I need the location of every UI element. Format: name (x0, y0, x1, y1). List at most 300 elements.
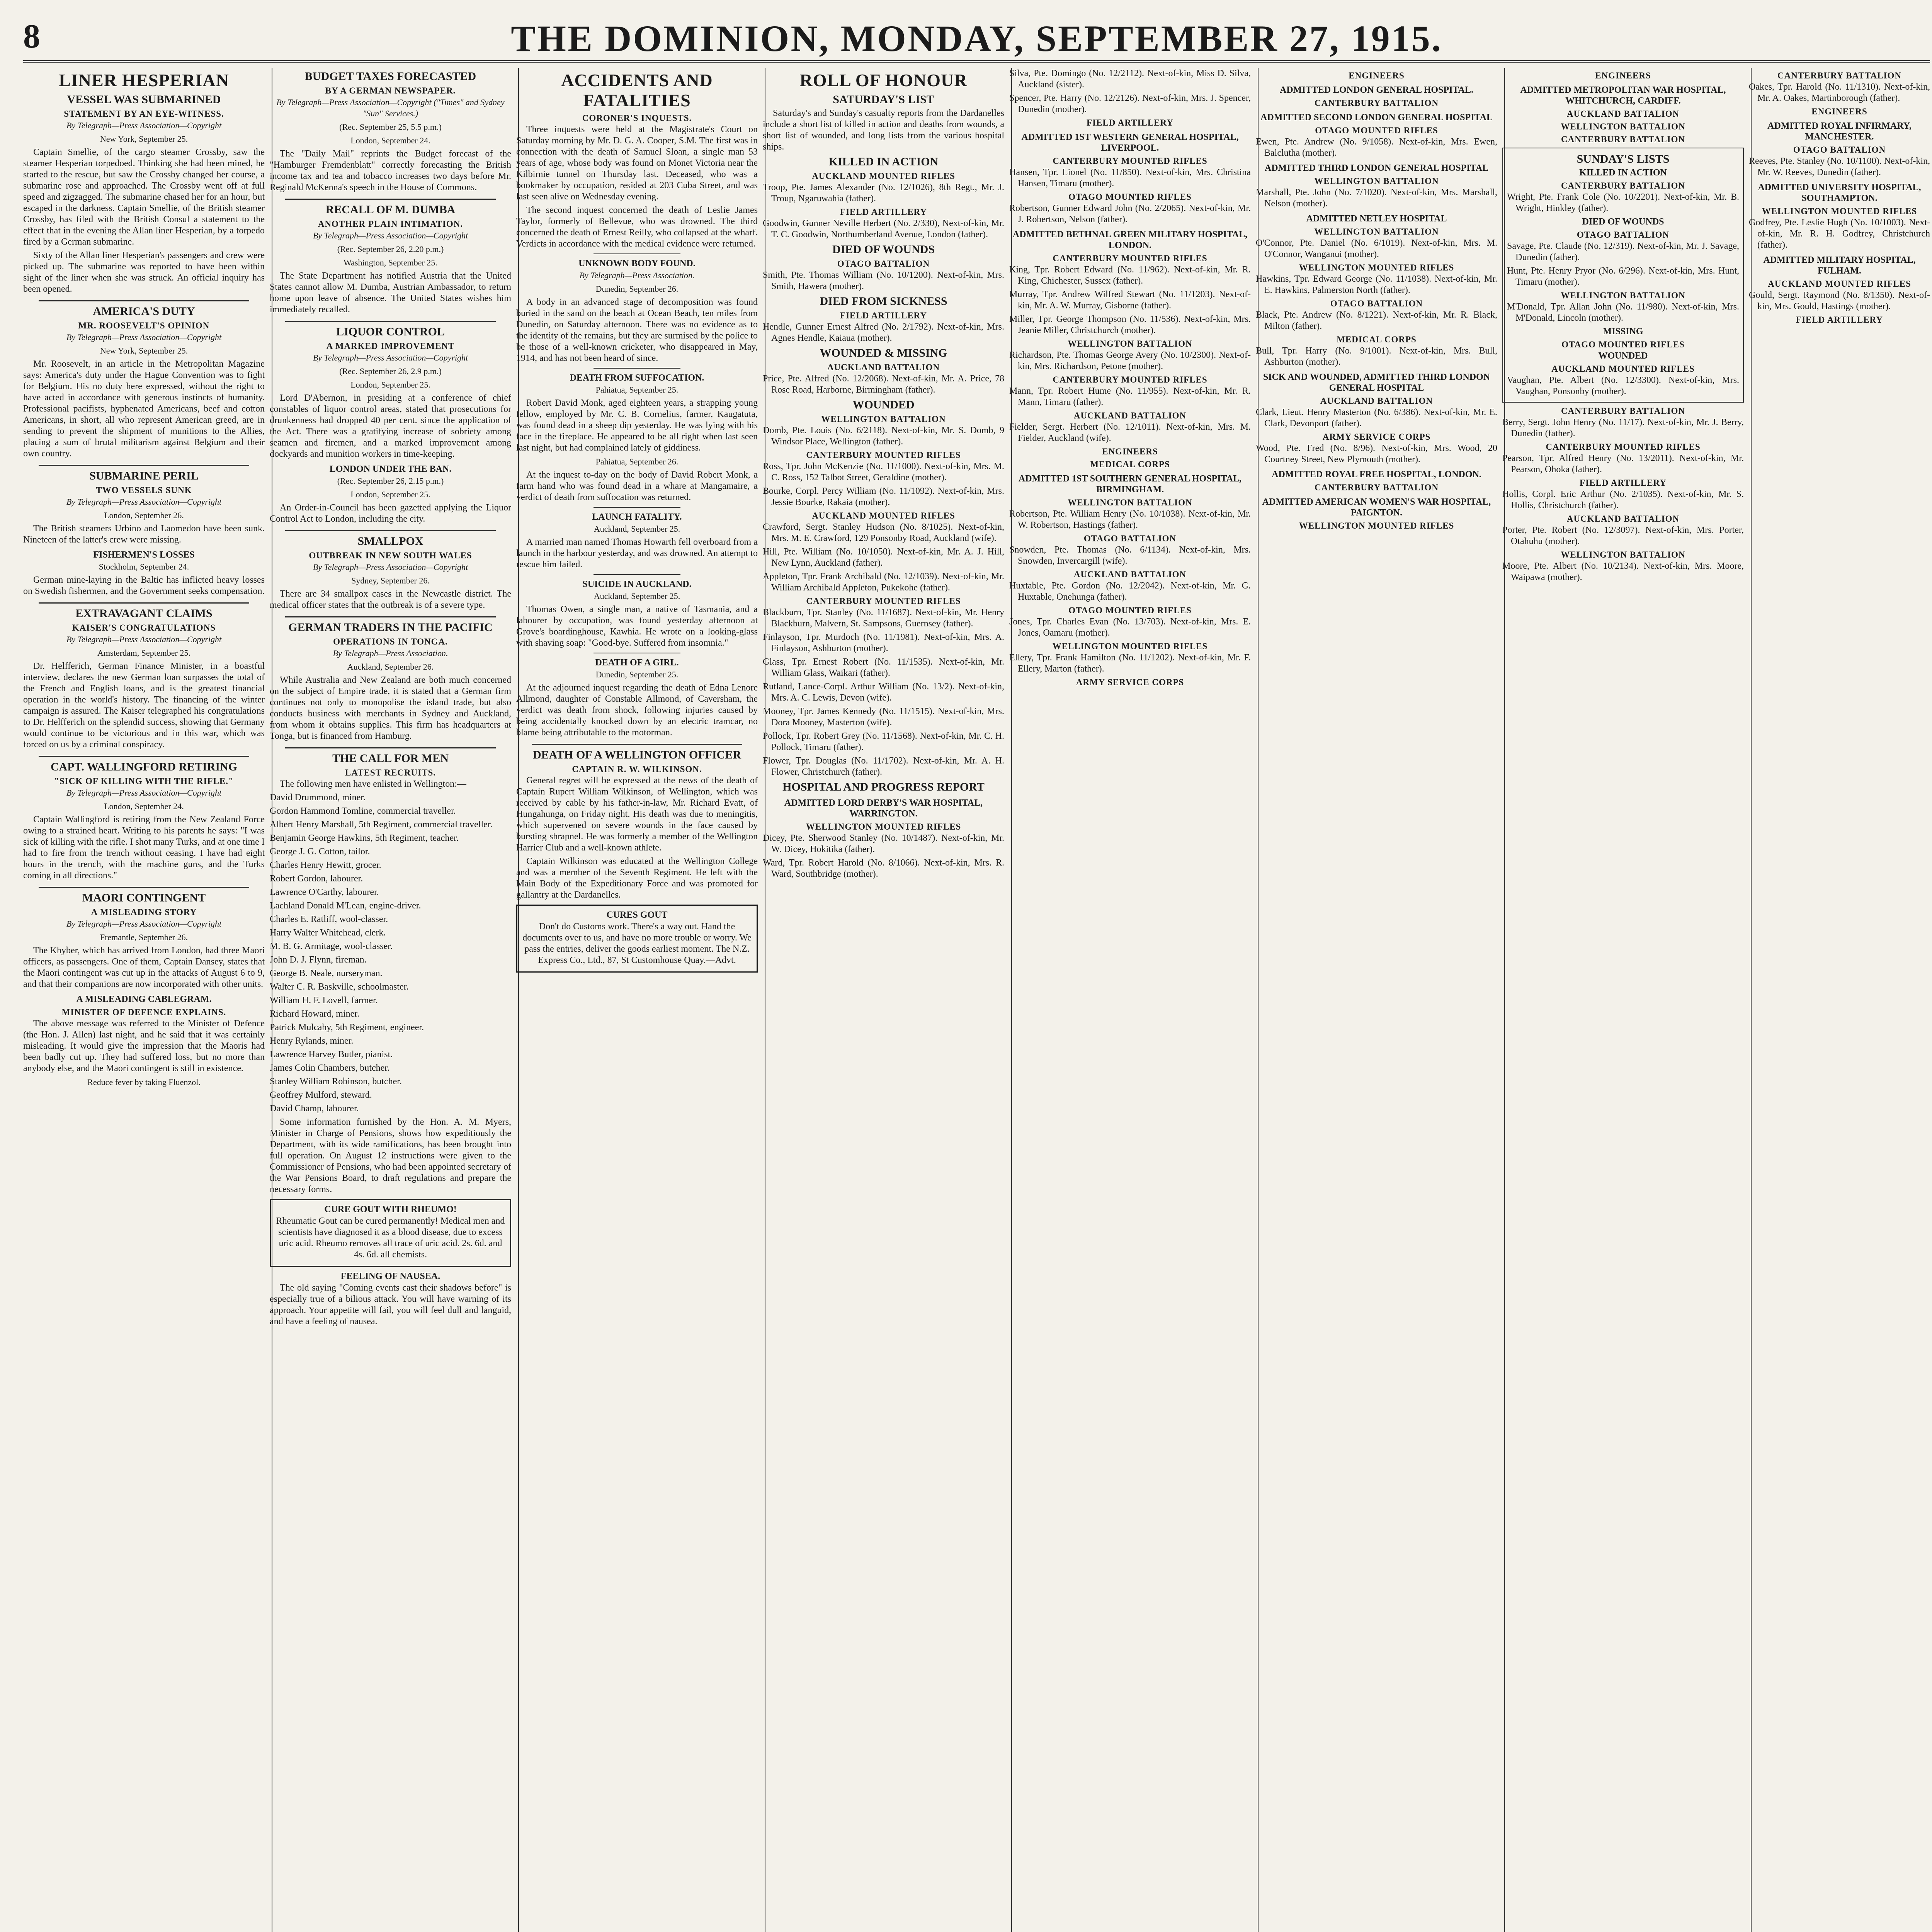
list-item: Harry Walter Whitehead, clerk. (270, 928, 386, 938)
unit-heading: CANTERBURY MOUNTED RIFLES (806, 450, 961, 460)
dateline: Washington, September 25. (344, 258, 437, 267)
list-item: M. B. G. Armitage, wool-classer. (270, 941, 393, 951)
article-subheadline: TWO VESSELS SUNK (96, 485, 192, 495)
dateline: Fremantle, September 26. (100, 932, 188, 942)
article-body: The following men have enlisted in Wellington:— (280, 779, 466, 789)
article-subheadline: CAPTAIN R. W. WILKINSON. (572, 764, 702, 774)
article-body: A married man named Thomas Howarth fell overboard from a launch in the harbour yesterday, and was drowned. An attempt to rescue him failed. (516, 537, 758, 570)
list-item: Finlayson, Tpr. Murdoch (No. 11/1981). Next-of-kin, Mrs. A. Finlayson, Ashburton (mother). (763, 632, 1004, 653)
byline: By Telegraph—Press Association—Copyright (313, 562, 468, 572)
article-headline: DEATH OF A WELLINGTON OFFICER (533, 748, 741, 761)
dateline: Auckland, September 26. (347, 662, 434, 672)
dateline: London, September 24. (104, 801, 184, 811)
hospital-heading: ADMITTED 1ST WESTERN GENERAL HOSPITAL, LIVERPOOL. (1021, 132, 1239, 153)
divider (39, 300, 249, 301)
list-item: Richard Howard, miner. (270, 1009, 359, 1019)
article-headline: UNKNOWN BODY FOUND. (578, 259, 696, 269)
list-item: Smith, Pte. Thomas William (No. 10/1200). Next-of-kin, Mrs. Smith, Hawera (mother). (763, 270, 1004, 291)
divider (594, 253, 680, 254)
hospital-heading: ADMITTED AMERICAN WOMEN'S WAR HOSPITAL, PAIGNTON. (1262, 497, 1491, 518)
byline: By Telegraph—Press Association—Copyright (66, 634, 222, 644)
column-4 (763, 68, 1004, 1932)
hospital-heading: ADMITTED ROYAL FREE HOSPITAL, LONDON. (1272, 469, 1481, 480)
list-item: John D. J. Flynn, fireman. (270, 955, 367, 965)
list-item: Gordon Hammond Tomline, commercial traveller. (270, 806, 456, 816)
list-item: Reeves, Pte. Stanley (No. 10/1100). Next-of-kin, Mr. W. Reeves, Dunedin (father). (1749, 156, 1930, 177)
list-item: Hunt, Pte. Henry Pryor (No. 6/296). Next-of-kin, Mrs. Hunt, Timaru (mother). (1507, 266, 1739, 287)
list-item: Hawkins, Tpr. Edward George (No. 11/1038). Next-of-kin, Mr. E. Hawkins, Palmerston North (father). (1256, 274, 1497, 295)
hospital-heading: ADMITTED MILITARY HOSPITAL, FULHAM. (1763, 255, 1916, 276)
unit-heading: AUCKLAND MOUNTED RIFLES (1551, 364, 1695, 374)
list-heading: KILLED IN ACTION (1579, 168, 1667, 178)
list-item: Lawrence O'Carthy, labourer. (270, 887, 379, 897)
unit-heading: CANTERBURY MOUNTED RIFLES (1053, 375, 1208, 384)
unit-heading: CANTERBURY MOUNTED RIFLES (1546, 442, 1701, 452)
list-item: Vaughan, Pte. Albert (No. 12/3300). Next-of-kin, Mrs. Vaughan, Ponsonby (mother). (1507, 375, 1739, 396)
article-headline: MAORI CONTINGENT (82, 891, 206, 904)
list-item: Walter C. R. Baskville, schoolmaster. (270, 982, 409, 992)
article-subheadline: MINISTER OF DEFENCE EXPLAINS. (61, 1007, 226, 1017)
divider (594, 368, 680, 369)
list-item: Ewen, Pte. Andrew (No. 9/1058). Next-of-kin, Mrs. Ewen, Balclutha (mother). (1256, 137, 1497, 158)
masthead (23, 14, 1930, 63)
article-subheadline: OPERATIONS IN TONGA. (333, 637, 448, 646)
unit-heading: CANTERBURY BATTALION (1561, 406, 1685, 416)
divider (594, 507, 680, 508)
column-6 (1256, 68, 1497, 1932)
list-item: Charles E. Ratliff, wool-classer. (270, 914, 388, 924)
list-item: Goodwin, Gunner Neville Herbert (No. 2/330), Next-of-kin, Mr. T. C. Goodwin, Northumberland Avenue, London (father). (763, 218, 1004, 240)
article-body: At the inquest to-day on the body of David Robert Monk, a farm hand who was found dead in a whare at Mangamaire, a verdict of death from suffocation was returned. (516, 470, 758, 502)
unit-heading: WELLINGTON MOUNTED RIFLES (1052, 641, 1208, 651)
article-body: Captain Wallingford is retiring from the New Zealand Force owing to a strained heart. Writing to his parents he says: "I was sick of killing with the rifle. I shot many Turks, and at one time I had to fire from the trench without ceasing. I have had eight hours in the trench, with the machine guns, and the Turks coming in all directions." (23, 815, 265, 881)
dateline: London, September 26. (104, 510, 184, 520)
unit-heading: WELLINGTON MOUNTED RIFLES (806, 822, 961, 832)
unit-heading: AUCKLAND BATTALION (1320, 396, 1433, 406)
divider (594, 574, 680, 575)
unit-heading: OTAGO MOUNTED RIFLES (1315, 126, 1438, 135)
list-item: Murray, Tpr. Andrew Wilfred Stewart (No. 11/1203). Next-of-kin, Mr. A. W. Murray, Gisborne (father). (1009, 289, 1251, 311)
list-item: Stanley William Robinson, butcher. (270, 1077, 402, 1087)
byline: By Telegraph—Press Association—Copyright (313, 353, 468, 362)
unit-heading: OTAGO MOUNTED RIFLES (1561, 340, 1685, 349)
divider (39, 465, 249, 466)
article-headline: THE CALL FOR MEN (332, 752, 449, 765)
list-item: Huxtable, Pte. Gordon (No. 12/2042). Next-of-kin, Mr. G. Huxtable, Onehunga (father). (1009, 581, 1251, 602)
newspaper-title: THE DOMINION, MONDAY, SEPTEMBER 27, 1915. (511, 18, 1442, 59)
dateline: (Rec. September 26, 2.15 p.m.) (337, 476, 444, 486)
advertisement (270, 1199, 511, 1267)
list-item: Jones, Tpr. Charles Evan (No. 13/703). Next-of-kin, Mrs. E. Jones, Oamaru (mother). (1009, 617, 1251, 638)
list-item: Godfrey, Pte. Leslie Hugh (No. 10/1003). Next-of-kin, Mr. R. H. Godfrey, Christchurch (father). (1749, 218, 1930, 250)
article-headline: GERMAN TRADERS IN THE PACIFIC (288, 621, 493, 634)
list-item: Rutland, Lance-Corpl. Arthur William (No. 13/2). Next-of-kin, Mrs. A. C. Lewis, Devon (wife). (763, 682, 1004, 703)
list-item: Dicey, Pte. Sherwood Stanley (No. 10/1487). Next-of-kin, Mr. W. Dicey, Hokitika (father). (763, 833, 1004, 854)
unit-heading: OTAGO BATTALION (1083, 534, 1177, 543)
article-subheadline: ANOTHER PLAIN INTIMATION. (318, 219, 463, 229)
article-body: Thomas Owen, a single man, a native of Tasmania, and a labourer by occupation, was found yesterday afternoon at Grove's boardinghouse, Kawhia. He wrote on a looking-glass with shaving soap: "Good-bye. Suffered from insomnia." (516, 604, 758, 648)
list-item: Price, Pte. Alfred (No. 12/2068). Next-of-kin, Mr. A. Price, 78 Rose Road, Harborne, Birmingham (father). (763, 374, 1004, 395)
columns (23, 68, 1930, 1932)
list-item: Moore, Pte. Albert (No. 10/2134). Next-of-kin, Mrs. Moore, Waipawa (mother). (1502, 561, 1744, 582)
hospital-heading: ADMITTED SECOND LONDON GENERAL HOSPITAL (1260, 112, 1493, 122)
dateline: Stockholm, September 24. (99, 562, 189, 571)
list-item: Blackburn, Tpr. Stanley (No. 11/1687). Next-of-kin, Mr. Henry Blackburn, Malvern, St. Sampsons, Guernsey (father). (763, 607, 1004, 629)
byline: By Telegraph—Press Association—Copyright (66, 497, 222, 507)
article-headline: DEATH FROM SUFFOCATION. (570, 373, 704, 383)
divider (285, 321, 496, 322)
hospital-heading: ADMITTED LORD DERBY'S WAR HOSPITAL, WARRINGTON. (784, 798, 983, 819)
column-5 (1009, 68, 1251, 1932)
unit-heading: AUCKLAND MOUNTED RIFLES (812, 511, 955, 520)
unit-heading: WELLINGTON BATTALION (1314, 176, 1439, 186)
article-body: The second inquest concerned the death of Leslie James Taylor, formerly of Bellevue, who was drowned. The third concerned the death of Ernest Reilly, who collapsed at the wharf. Verdicts in accordance with the medical evidence were returned. (516, 205, 758, 249)
unit-heading: ENGINEERS (1595, 71, 1651, 80)
list-item: George B. Neale, nurseryman. (270, 968, 383, 978)
unit-heading: CANTERBURY MOUNTED RIFLES (806, 596, 961, 606)
article-headline: DEATH OF A GIRL. (595, 658, 679, 668)
unit-heading: CANTERBURY BATTALION (1315, 98, 1439, 108)
dateline: (Rec. September 26, 2.9 p.m.) (339, 366, 442, 376)
unit-heading: AUCKLAND BATTALION (1566, 514, 1680, 524)
article-subheadline: LATEST RECRUITS. (345, 768, 436, 777)
article-body: Some information furnished by the Hon. A. M. Myers, Minister in Charge of Pensions, shows how expeditiously the Department, with its wide ramifications, has been brought into full operation. On August 12 instructions were given to the Commissioner of Pensions, who had been appointed secretary of the War Pensions Board, to draft regulations and prepare the necessary forms. (270, 1117, 511, 1194)
list-heading: DIED FROM SICKNESS (820, 295, 947, 308)
article-subheadline: BY A GERMAN NEWSPAPER. (325, 86, 456, 95)
list-item: Wright, Pte. Frank Cole (No. 10/2201). Next-of-kin, Mr. B. Wright, Hinkley (father). (1507, 192, 1739, 213)
hospital-heading: ADMITTED 1ST SOUTHERN GENERAL HOSPITAL, BIRMINGHAM. (1018, 474, 1242, 495)
article-headline: LIQUOR CONTROL (336, 325, 445, 338)
hospital-heading: ADMITTED NETLEY HOSPITAL (1306, 214, 1447, 224)
advert-title: CURES GOUT (606, 910, 668, 920)
column-8 (1749, 68, 1930, 1932)
article-headline: LAUNCH FATALITY. (592, 512, 682, 522)
unit-heading: CANTERBURY MOUNTED RIFLES (1053, 156, 1208, 166)
hospital-heading: SICK AND WOUNDED, ADMITTED THIRD LONDON GENERAL HOSPITAL (1263, 372, 1490, 393)
unit-heading: WELLINGTON BATTALION (1314, 227, 1439, 236)
article-body: Sixty of the Allan liner Hesperian's passengers and crew were picked up. The submarine was reported to have been within sight of the liner when she was struck. An official inquiry has been opened. (23, 250, 265, 294)
article-body: The State Department has notified Austria that the United States cannot allow M. Dumba, Austrian Ambassador, to return home upon leave of absence. The United States wishes him immediately recalled. (270, 271, 511, 315)
article-body: Three inquests were held at the Magistrate's Court on Saturday morning by Mr. D. G. A. Cooper, S.M. The first was in connection with the death of Samuel Sloan, a single man 53 years of age, whose body was found on Monet Victoria near the Kilbirnie tunnel on Thursday last. Deceased, who was a bookmaker by occupation, resided at 203 Cuba Street, and was last seen alive on Wednesday evening. (516, 124, 758, 202)
unit-heading: AUCKLAND BATTALION (1073, 411, 1187, 420)
unit-heading: FIELD ARTILLERY (1087, 118, 1173, 128)
list-item: Robertson, Gunner Edward John (No. 2/2065). Next-of-kin, Mr. J. Robertson, Nelson (father). (1009, 203, 1251, 224)
article-subheadline: OUTBREAK IN NEW SOUTH WALES (309, 551, 472, 560)
byline: By Telegraph—Press Association—Copyright (313, 231, 468, 240)
list-item: Pollock, Tpr. Robert Grey (No. 11/1568). Next-of-kin, Mr. C. H. Pollock, Timaru (father). (763, 731, 1004, 752)
article-body: Lord D'Abernon, in presiding at a conference of chief constables of liquor control areas, stated that prosecutions for drunkenness had dropped 40 per cent. since the application of the Act. There was a gratifying increase of sobriety among seamen and firemen, and a marked improvement among dockyards and munition workers in time-keeping. (270, 393, 511, 459)
list-item: David Champ, labourer. (270, 1104, 359, 1114)
unit-heading: CANTERBURY BATTALION (1315, 483, 1439, 492)
article-headline: LONDON UNDER THE BAN. (329, 464, 452, 474)
article-subheadline: "SICK OF KILLING WITH THE RIFLE." (54, 776, 234, 786)
column-1 (23, 68, 265, 1932)
list-item: Pearson, Tpr. Alfred Henry (No. 13/2011). Next-of-kin, Mr. Pearson, Ohoka (father). (1502, 453, 1744, 474)
article-body: German mine-laying in the Baltic has inflicted heavy losses on Swedish fishermen, and the Government seeks compensation. (23, 575, 265, 596)
divider (285, 530, 496, 531)
list-item: Hill, Pte. William (No. 10/1050). Next-of-kin, Mr. A. J. Hill, New Lynn, Auckland (father). (763, 547, 1004, 568)
article-body: Saturday's and Sunday's casualty reports from the Dardanelles include a short list of killed in action and deaths from wounds, a short list of wounded, and long lists from the various hospital ships. (763, 108, 1004, 152)
hospital-heading: ADMITTED UNIVERSITY HOSPITAL, SOUTHAMPTON. (1758, 182, 1921, 203)
list-heading: WOUNDED (1598, 351, 1648, 361)
unit-heading: MEDICAL CORPS (1337, 335, 1417, 344)
divider (39, 602, 249, 604)
list-item: Black, Pte. Andrew (No. 8/1221). Next-of-kin, Mr. R. Black, Milton (father). (1256, 310, 1497, 331)
list-item: Appleton, Tpr. Frank Archibald (No. 12/1039). Next-of-kin, Mr. William Archibald Appleton, Pukekohe (father). (763, 571, 1004, 593)
article-body: General regret will be expressed at the news of the death of Captain Rupert William Wilkinson, of Wellington, which was received by cable by his father-in-law, Mr. Richard Evatt, of Hungahunga, on Friday night. His death was due to meningitis, which supervened on severe wounds in the face caused by bursting shrapnel. He was formerly a member of the Wellington Harrier Club and a well-known athlete. (516, 776, 758, 853)
article-headline: FISHERMEN'S LOSSES (93, 550, 195, 560)
unit-heading: WELLINGTON MOUNTED RIFLES (1762, 206, 1917, 216)
list-item: Flower, Tpr. Douglas (No. 11/1702). Next-of-kin, Mr. A. H. Flower, Christchurch (father). (763, 756, 1004, 777)
list-item: Hendle, Gunner Ernest Alfred (No. 2/1792). Next-of-kin, Mrs. Agnes Hendle, Kaiaua (mother). (763, 322, 1004, 343)
dateline: London, September 24. (350, 136, 430, 145)
dateline: London, September 25. (350, 490, 430, 499)
list-item: Robert Gordon, labourer. (270, 874, 363, 884)
list-item: Troop, Pte. James Alexander (No. 12/1026), 8th Regt., Mr. J. Troup, Ngaruwahia (father). (763, 182, 1004, 204)
section-subheadline: SUNDAY'S LISTS (1577, 153, 1670, 165)
article-body: The British steamers Urbino and Laomedon have been sunk. Nineteen of the latter's crew were missing. (23, 524, 265, 545)
unit-heading: OTAGO BATTALION (1793, 145, 1886, 155)
article-subheadline: A MISLEADING STORY (91, 907, 197, 917)
list-item: Hansen, Tpr. Lionel (No. 11/850). Next-of-kin, Mrs. Christina Hansen, Timaru (mother). (1009, 167, 1251, 189)
byline: By Telegraph—Press Association—Copyright (66, 121, 222, 130)
list-item: Mann, Tpr. Robert Hume (No. 11/955). Next-of-kin, Mr. R. Mann, Timaru (father). (1009, 386, 1251, 407)
article-headline: EXTRAVAGANT CLAIMS (75, 607, 213, 620)
article-headline: SUBMARINE PERIL (89, 469, 199, 482)
dateline: Pahiatua, September 25. (595, 385, 679, 395)
dateline: (Rec. September 26, 2.20 p.m.) (337, 244, 444, 254)
unit-heading: OTAGO MOUNTED RIFLES (1068, 192, 1192, 202)
list-item: Lawrence Harvey Butler, pianist. (270, 1049, 393, 1060)
advert-line: Reduce fever by taking Fluenzol. (87, 1077, 201, 1087)
column-3 (516, 68, 758, 1932)
list-item: William H. F. Lovell, farmer. (270, 995, 378, 1005)
unit-heading: FIELD ARTILLERY (840, 311, 927, 320)
byline: By Telegraph—Press Association—Copyright (66, 919, 222, 929)
article-body: There are 34 smallpox cases in the Newcastle district. The medical officer states that the outbreak is of a severe type. (270, 589, 511, 610)
unit-heading: CANTERBURY BATTALION (1561, 181, 1685, 190)
page-number: 8 (23, 18, 40, 55)
list-item: Geoffrey Mulford, steward. (270, 1090, 372, 1100)
list-heading: DIED OF WOUNDS (832, 243, 935, 256)
list-item: Glass, Tpr. Ernest Robert (No. 11/1535). Next-of-kin, Mr. William Glass, Waikari (father). (763, 657, 1004, 678)
advert-body: Rheumatic Gout can be cured permanently! Medical men and scientists have diagnosed it as a blood disease, due to excess uric acid. Rheumo removes all trace of uric acid. 2s. 6d. and 4s. 6d. all chemists. (276, 1216, 505, 1260)
list-item: Silva, Pte. Domingo (No. 12/2112). Next-of-kin, Miss D. Silva, Auckland (sister). (1009, 68, 1251, 90)
article-subheadline: CORONER'S INQUESTS. (582, 113, 692, 123)
byline: By Telegraph—Press Association—Copyright (66, 332, 222, 342)
list-item: Mooney, Tpr. James Kennedy (No. 11/1515). Next-of-kin, Mrs. Dora Mooney, Masterton (wife). (763, 706, 1004, 728)
divider (285, 747, 496, 748)
unit-heading: OTAGO MOUNTED RIFLES (1068, 605, 1192, 615)
hospital-heading: ADMITTED THIRD LONDON GENERAL HOSPITAL (1264, 163, 1489, 173)
list-item: Savage, Pte. Claude (No. 12/319). Next-of-kin, Mr. J. Savage, Dunedin (father). (1507, 241, 1739, 262)
unit-heading: WELLINGTON MOUNTED RIFLES (1299, 263, 1454, 272)
article-headline: RECALL OF M. DUMBA (325, 203, 456, 216)
article-subheadline: A MARKED IMPROVEMENT (326, 341, 455, 351)
list-item: Wood, Pte. Fred (No. 8/96). Next-of-kin, Mrs. Wood, 20 Courtney Street, New Plymouth (mother). (1256, 443, 1497, 464)
article-body: Captain Wilkinson was educated at the Wellington College and was a member of the Seventh Regiment. He left with the Main Body of the Expeditionary Force and was promoted for gallantry at the Dardanelles. (516, 856, 758, 900)
list-item: Lachland Donald M'Lean, engine-driver. (270, 901, 421, 911)
article-headline: SUICIDE IN AUCKLAND. (582, 579, 692, 589)
article-body: The Khyber, which has arrived from London, had three Maori officers, as passengers. One of them, Captain Dansey, states that the Maori contingent was cut up in the attacks of August 6 to 9, and that their companions are now incorporated with other units. (23, 946, 265, 989)
advert-body: Don't do Customs work. There's a way out. Hand the documents over to us, and have no more trouble or worry. We pass the entries, deliver the goods earliest moment. The N.Z. Express Co., Ltd., 87, St Customhouse Quay.—Advt. (522, 922, 752, 965)
dateline: New York, September 25. (100, 134, 188, 144)
article-headline: CAPT. WALLINGFORD RETIRING (50, 760, 238, 773)
article-body: At the adjourned inquest regarding the death of Edna Lenore Allmond, daughter of Constable Allmond, of Caversham, the verdict was death from shock, following injuries caused by being accidentally knocked down by an electric tramcar, no blame being attributable to the motorman. (516, 683, 758, 738)
unit-heading: FIELD ARTILLERY (1580, 478, 1667, 488)
divider (39, 887, 249, 888)
unit-heading: ENGINEERS (1102, 447, 1158, 456)
list-item: Richardson, Pte. Thomas George Avery (No. 10/2300). Next-of-kin, Mrs. Richardson, Petone (mother). (1009, 350, 1251, 371)
article-body: The "Daily Mail" reprints the Budget forecast of the "Hamburger Fremdenblatt" correctly forecasting the British income tax and tea and tobacco increases two days before Mr. Reginald McKenna's speech in the House of Commons. (270, 149, 511, 192)
unit-heading: ARMY SERVICE CORPS (1322, 432, 1431, 442)
list-heading: WOUNDED (852, 398, 915, 411)
article-headline: A MISLEADING CABLEGRAM. (76, 994, 212, 1004)
column-2 (270, 68, 511, 1932)
unit-heading: AUCKLAND MOUNTED RIFLES (1768, 279, 1911, 289)
unit-heading: MEDICAL CORPS (1090, 459, 1170, 469)
dateline: Amsterdam, September 25. (97, 648, 190, 658)
unit-heading: WELLINGTON MOUNTED RIFLES (1299, 521, 1454, 531)
list-item: M'Donald, Tpr. Allan John (No. 11/980). Next-of-kin, Mrs. M'Donald, Lincoln (mother). (1507, 302, 1739, 323)
dateline: (Rec. September 25, 5.5 p.m.) (339, 122, 442, 132)
advert-title: CURE GOUT WITH RHEUMO! (324, 1204, 457, 1214)
list-item: James Colin Chambers, butcher. (270, 1063, 389, 1073)
unit-heading: CANTERBURY BATTALION (1777, 71, 1901, 80)
list-item: Hollis, Corpl. Eric Arthur (No. 2/1035). Next-of-kin, Mr. S. Hollis, Christchurch (father). (1502, 489, 1744, 510)
hospital-heading: ADMITTED LONDON GENERAL HOSPITAL. (1280, 85, 1473, 95)
list-item: Domb, Pte. Louis (No. 6/2118). Next-of-kin, Mr. S. Domb, 9 Windsor Place, Wellington (father). (763, 425, 1004, 447)
list-item: Marshall, Pte. John (No. 7/1020). Next-of-kin, Mrs. Marshall, Nelson (mother). (1256, 187, 1497, 209)
sunday-lists-box (1502, 148, 1744, 403)
article-headline: ACCIDENTS AND FATALITIES (561, 70, 713, 110)
advert-title: FEELING OF NAUSEA. (340, 1271, 440, 1281)
dateline: Dunedin, September 25. (595, 670, 679, 679)
list-item: Oakes, Tpr. Harold (No. 11/1310). Next-of-kin, Mr. A. Oakes, Martinborough (father). (1749, 82, 1930, 103)
list-item: King, Tpr. Robert Edward (No. 11/962). Next-of-kin, Mr. R. King, Chichester, Sussex (father). (1009, 265, 1251, 286)
divider (285, 199, 496, 200)
list-item: David Drummond, miner. (270, 793, 366, 803)
unit-heading: ENGINEERS (1811, 107, 1867, 116)
article-headline: BUDGET TAXES FORECASTED (304, 70, 476, 83)
unit-heading: ARMY SERVICE CORPS (1076, 677, 1184, 687)
unit-heading: WELLINGTON BATTALION (821, 414, 946, 424)
list-item: Henry Rylands, miner. (270, 1036, 354, 1046)
unit-heading: ENGINEERS (1349, 71, 1405, 80)
dateline: Dunedin, September 26. (595, 284, 679, 294)
article-subheadline: VESSEL WAS SUBMARINED (67, 93, 221, 106)
list-heading: DIED OF WOUNDS (1582, 217, 1664, 227)
article-headline: AMERICA'S DUTY (93, 305, 195, 318)
dateline: London, September 25. (350, 380, 430, 389)
list-item: Ward, Tpr. Robert Harold (No. 8/1066). Next-of-kin, Mrs. R. Ward, Southbridge (mother). (763, 858, 1004, 879)
list-item: Clark, Lieut. Henry Masterton (No. 6/386). Next-of-kin, Mr. E. Clark, Devonport (father). (1256, 407, 1497, 429)
article-deck: STATEMENT BY AN EYE-WITNESS. (64, 109, 224, 119)
list-item: Benjamin George Hawkins, 5th Regiment, teacher. (270, 833, 459, 843)
section-subheadline: SATURDAY'S LIST (833, 93, 934, 106)
article-body: While Australia and New Zealand are both much concerned on the subject of Empire trade, it is stated that a German firm continues not only to monopolise the island trade, but also conducts business with merchants in Sydney and Auckland, from whom it obtains supplies. This firm has headquarters at Tonga, but is financed from Hamburg. (270, 675, 511, 741)
recruit-list (270, 792, 511, 1114)
list-item: Bourke, Corpl. Percy William (No. 11/1092). Next-of-kin, Mrs. Jessie Bourke, Rakaia (mother). (763, 486, 1004, 507)
article-body: An Order-in-Council has been gazetted applying the Liquor Control Act to London, including the city. (270, 503, 511, 524)
byline: By Telegraph—Press Association—Copyright ("Times" and Sydney "Sun" Services.) (276, 97, 505, 118)
unit-heading: OTAGO BATTALION (1577, 230, 1670, 240)
article-headline: LINER HESPERIAN (59, 70, 229, 90)
list-heading: WOUNDED & MISSING (820, 347, 947, 359)
list-item: Albert Henry Marshall, 5th Regiment, commercial traveller. (270, 820, 493, 830)
list-item: Berry, Sergt. John Henry (No. 11/17). Next-of-kin, Mr. J. Berry, Dunedin (father). (1502, 417, 1744, 439)
list-item: Fielder, Sergt. Herbert (No. 12/1011). Next-of-kin, Mrs. M. Fielder, Auckland (wife). (1009, 422, 1251, 443)
article-body: Robert David Monk, aged eighteen years, a strapping young fellow, employed by Mr. C. B. Cornelius, farmer, Kaugatuta, was found dead in a sheep dip yesterday. He was lying with his face in the fireplace. He appeared to be all right when last seen last night, but had complained lately of giddiness. (516, 398, 758, 453)
divider (532, 744, 742, 745)
list-item: Crawford, Sergt. Stanley Hudson (No. 8/1025). Next-of-kin, Mrs. M. E. Crawford, 129 Ponsonby Road, Auckland (wife). (763, 522, 1004, 543)
hospital-heading: ADMITTED METROPOLITAN WAR HOSPITAL, WHITCHURCH, CARDIFF. (1520, 85, 1726, 106)
unit-heading: FIELD ARTILLERY (1796, 315, 1883, 325)
article-body: Dr. Helfferich, German Finance Minister, in a boastful interview, declares the new German loan surpasses the total of the French and English loans, and is the greatest financial operation in the world's history. The financing of the winter campaign is assured. The Kaiser telegraphed his congratulations to Dr. Helfferich on the splendid success, showing that Germany would continue to be victorious and in this war, which was forced on us by a criminal conspiracy. (23, 661, 265, 750)
unit-heading: AUCKLAND BATTALION (1073, 570, 1187, 579)
unit-heading: WELLINGTON BATTALION (1561, 550, 1685, 560)
byline: By Telegraph—Press Association. (333, 648, 448, 658)
list-item: O'Connor, Pte. Daniel (No. 6/1019). Next-of-kin, Mrs. M. O'Connor, Wanganui (mother). (1256, 238, 1497, 259)
section-headline: ROLL OF HONOUR (799, 70, 968, 90)
advert-body: The old saying "Coming events cast their shadows before" is especially true of a bilious attack. You will have warning of its approach. Your appetite will fail, you will feel dull and languid, and have a feeling of nausea. (270, 1283, 511, 1327)
list-item: George J. G. Cotton, tailor. (270, 847, 370, 857)
hospital-heading: ADMITTED BETHNAL GREEN MILITARY HOSPITAL, LONDON. (1012, 230, 1248, 250)
unit-heading: OTAGO BATTALION (837, 259, 930, 269)
unit-heading: WELLINGTON BATTALION (1561, 291, 1685, 300)
unit-heading: OTAGO BATTALION (1330, 299, 1423, 308)
article-headline: SMALLPOX (357, 535, 423, 548)
article-body: A body in an advanced stage of decomposition was found buried in the sand on the beach at Ocean Beach, ten miles from Dunedin, on Saturday afternoon. There was no evidence as to the identity of the remains, but they are surmised by the police to be those of a well-known cricketer, who disappeared in May, 1914, and has not been heard of since. (516, 297, 758, 363)
article-body: Mr. Roosevelt, in an article in the Metropolitan Magazine says: America's duty under the Hague Convention was to fight for Belgium. His no duty here expressed, without the right to have acted in accordance with generous instincts of humanity. Professional pacifists, hyphenated Americans, beef and cotton Americans, in short, all who represent American greed, are in sending to prevent the shipment of munitions to the Allies, placing a sum of brutal militarism against Belgium and their own country. (23, 359, 265, 459)
dateline: Auckland, September 25. (594, 591, 680, 601)
dateline: Sydney, September 26. (351, 576, 430, 585)
list-item: Ellery, Tpr. Frank Hamilton (No. 11/1202). Next-of-kin, Mr. F. Ellery, Marton (father). (1009, 653, 1251, 674)
unit-heading: WELLINGTON BATTALION (1068, 339, 1192, 349)
divider (285, 616, 496, 617)
unit-heading: AUCKLAND MOUNTED RIFLES (812, 171, 955, 181)
list-item: Ross, Tpr. John McKenzie (No. 11/1000). Next-of-kin, Mrs. M. C. Ross, 152 Talbot Street, Geraldine (mother). (763, 461, 1004, 483)
unit-heading: WELLINGTON BATTALION (1068, 498, 1192, 507)
unit-heading: AUCKLAND BATTALION (1566, 109, 1680, 119)
unit-heading: CANTERBURY MOUNTED RIFLES (1053, 253, 1208, 263)
list-item: Porter, Pte. Robert (No. 12/3097). Next-of-kin, Mrs. Porter, Otahuhu (mother). (1502, 525, 1744, 546)
unit-heading: WELLINGTON BATTALION (1561, 122, 1685, 131)
article-subheadline: KAISER'S CONGRATULATIONS (72, 623, 216, 633)
list-item: Robertson, Pte. William Henry (No. 10/1038). Next-of-kin, Mr. W. Robertson, Hastings (father). (1009, 509, 1251, 530)
unit-heading: CANTERBURY BATTALION (1561, 134, 1685, 144)
list-heading: MISSING (1603, 327, 1643, 337)
article-subheadline: MR. ROOSEVELT'S OPINION (78, 321, 210, 330)
dateline: Pahiatua, September 26. (595, 457, 679, 466)
list-item: Spencer, Pte. Harry (No. 12/2126). Next-of-kin, Mrs. J. Spencer, Dunedin (mother). (1009, 93, 1251, 114)
list-item: Bull, Tpr. Harry (No. 9/1001). Next-of-kin, Mrs. Bull, Ashburton (mother). (1256, 346, 1497, 367)
list-item: Charles Henry Hewitt, grocer. (270, 860, 381, 870)
list-item: Gould, Sergt. Raymond (No. 8/1350). Next-of-kin, Mrs. Gould, Hastings (mother). (1749, 290, 1930, 311)
advertisement (516, 905, 758, 973)
article-body: Captain Smellie, of the cargo steamer Crossby, saw the steamer Hesperian torpedoed. Thinking she had been mined, he started to the rescue, but saw the Crossby changed her course, a submarine rose and approached. The Crossby went off at full speed and zigzagged. The submarine chased her for an hour, but escaped in the darkness. Captain Smellie, of the British steamer Crossby, has filed with the British Consul a statement to the effect that in the evening the Allan liner Hesperian, by a torpedo fired by a German submarine. (23, 147, 265, 247)
dateline: New York, September 25. (100, 346, 188, 355)
list-heading: KILLED IN ACTION (828, 155, 939, 168)
column-7 (1502, 68, 1744, 1932)
article-body: The above message was referred to the Minister of Defence (the Hon. J. Allen) last night, and he said that it was certainly misleading. It would give the impression that the Maoris had been badly cut up. They had suffered loss, but no more than anybody else, and the Maori contingent is still in existence. (23, 1019, 265, 1073)
list-item: Snowden, Pte. Thomas (No. 6/1134). Next-of-kin, Mrs. Snowden, Invercargill (wife). (1009, 545, 1251, 566)
list-item: Patrick Mulcahy, 5th Regiment, engineer. (270, 1022, 424, 1032)
byline: By Telegraph—Press Association—Copyright (66, 788, 222, 798)
divider (39, 756, 249, 757)
list-item: Miller, Tpr. George Thompson (No. 11/536). Next-of-kin, Mrs. Jeanie Miller, Christchurch (mother). (1009, 314, 1251, 335)
byline: By Telegraph—Press Association. (579, 270, 695, 280)
